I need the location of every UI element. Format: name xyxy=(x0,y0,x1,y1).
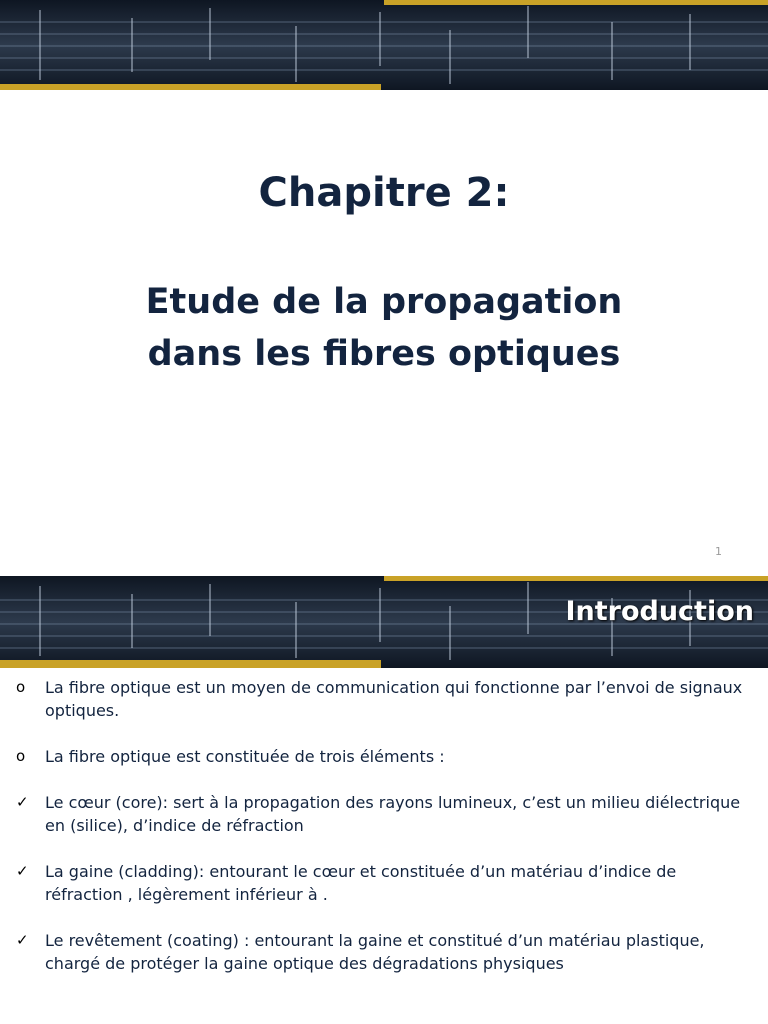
list-item xyxy=(0,745,768,768)
slide-number: 1 xyxy=(715,545,722,558)
list-item xyxy=(0,860,768,906)
list-item xyxy=(0,676,768,722)
checkmark-icon: ✓ xyxy=(16,862,29,880)
bullet-text: La fibre optique est un moyen de communication qui fonctionne par l’envoi de signaux optiques. xyxy=(45,678,743,720)
checkmark-icon: ✓ xyxy=(16,931,29,949)
header-banner xyxy=(0,0,768,90)
circuit-banner-graphic xyxy=(0,0,768,90)
bullet-text: Le revêtement (coating) : entourant la gaine et constitué d’un matériau plastique, chargé de protéger la gaine optique des dégradations physiques xyxy=(45,931,705,973)
checkmark-icon: ✓ xyxy=(16,793,29,811)
chapter-subtitle xyxy=(100,276,668,380)
chapter-subtitle-line-2: dans les fibres optiques xyxy=(147,334,621,374)
list-item xyxy=(0,929,768,975)
bullet-text: La fibre optique est constituée de trois éléments : xyxy=(45,747,445,766)
chapter-subtitle-line-1: Etude de la propagation xyxy=(145,282,623,322)
list-item xyxy=(0,791,768,837)
slide-2 xyxy=(0,576,768,1024)
bullet-text: La gaine (cladding): entourant le cœur et constituée d’un matériau d’indice de réfraction , légèrement inférieur à . xyxy=(45,862,677,904)
section-title: Introduction xyxy=(565,596,754,627)
bullet-text: Le cœur (core): sert à la propagation des rayons lumineux, c’est un milieu diélectrique en (silice), d’indice de réfraction xyxy=(45,793,741,835)
circle-bullet-icon: o xyxy=(16,747,26,765)
chapter-title: Chapitre 2: xyxy=(258,170,510,216)
bullet-list xyxy=(0,676,768,998)
circle-bullet-icon: o xyxy=(16,678,26,696)
